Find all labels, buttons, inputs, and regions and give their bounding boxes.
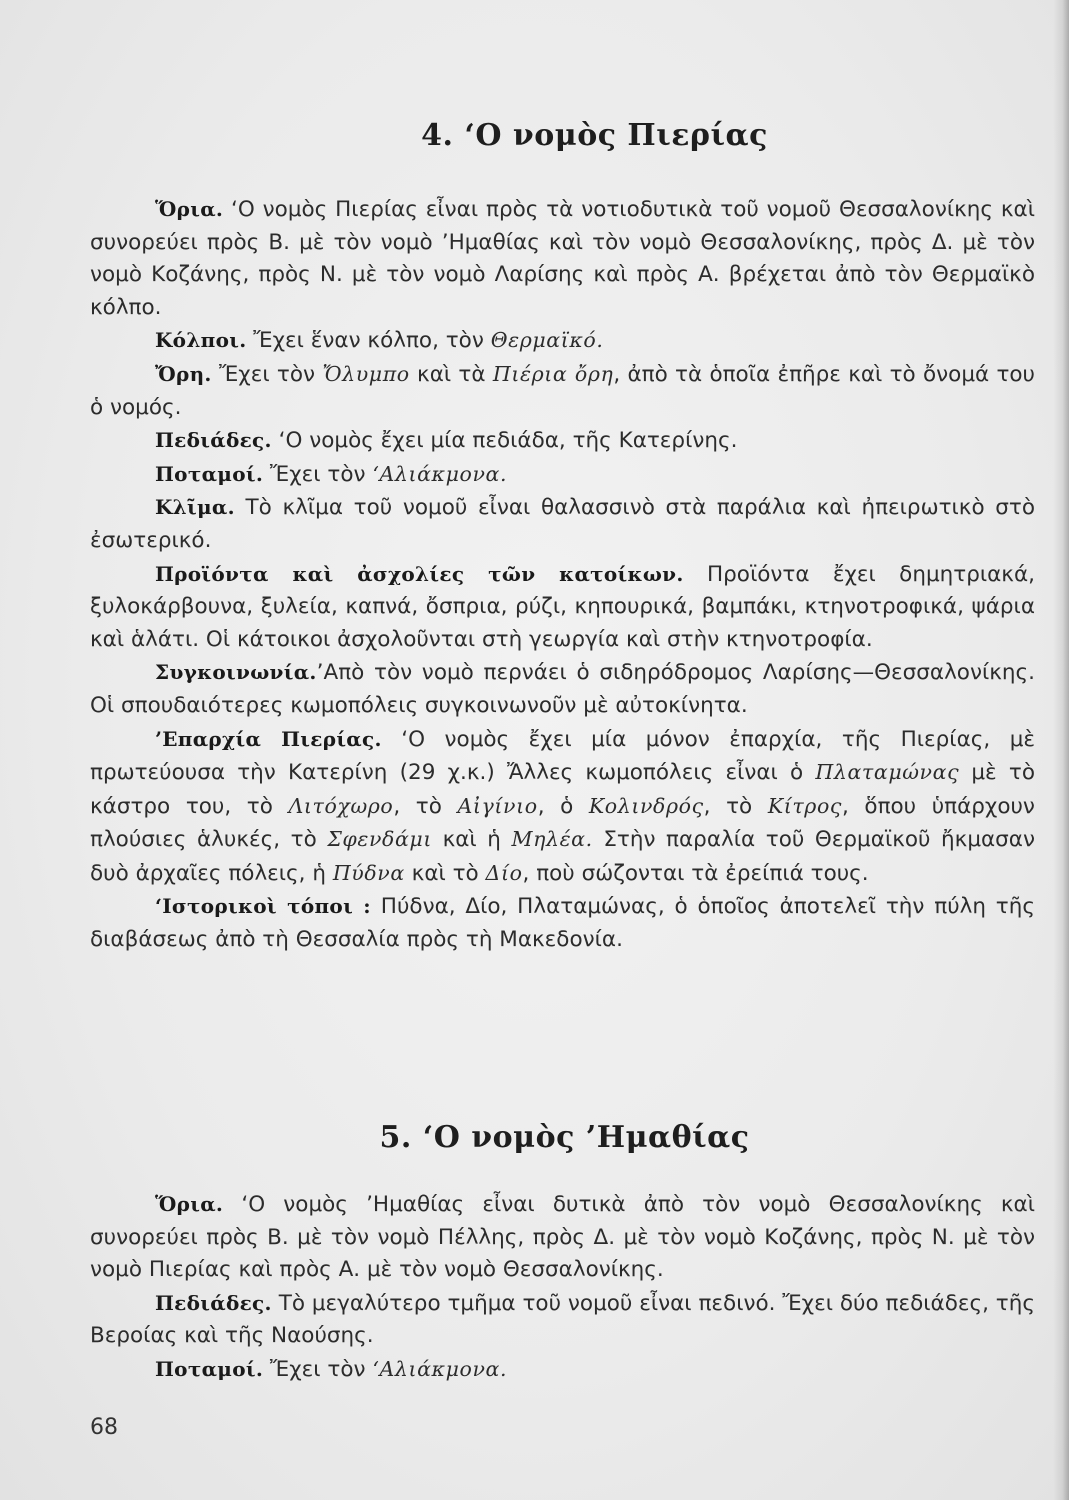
name-kolindros: Κολινδρός [588,793,704,818]
label-proionta: Προϊόντα καὶ ἀσχολίες τῶν κατοίκων. [155,561,684,586]
label-eparxia: ’Επαρχία Πιερίας. [155,726,382,751]
text-eparxia-b: μὲ τὸ κάστρο του, τὸ [90,760,1035,819]
text-eparxia-d: , ὁ [537,793,589,819]
name-litochoro: Λιτόχωρο [288,793,394,818]
paragraph-istorikoi [90,890,1035,956]
text-eparxia-f: , ὅπου ὑπάρχουν πλούσιες ἁλυκές, τὸ [90,793,1035,853]
text-eparxia-h: Στὴν παραλία τοῦ Θερμαϊκοῦ ἤκμασαν δυὸ ἀρχαῖες πόλεις, ἡ [90,827,1035,886]
paragraph-potamoi-imathia [90,1353,1035,1387]
name-kitros: Κίτρος [767,793,842,818]
text-eparxia-c: , τὸ [393,793,458,819]
label-pediades-imathia: Πεδιάδες. [155,1290,272,1315]
label-pediades: Πεδιάδες. [155,428,272,453]
name-pieria-ori: Πιέρια ὄρη [492,361,614,386]
paragraph-potamoi [90,458,1035,492]
name-milea: Μηλέα. [511,827,593,852]
paragraph-klima [90,491,1035,557]
name-pydna: Πύδνα [332,860,405,885]
name-platamonas: Πλαταμώνας [815,760,960,785]
paragraph-oria [90,193,1035,324]
label-klima: Κλῖμα. [155,495,235,520]
section-body-imathia [90,1188,1035,1387]
paragraph-kolpoi [90,324,1035,358]
text-oria-imathia: ‘Ο νομὸς ’Ημαθίας εἶναι δυτικὰ ἀπὸ τὸν νομὸ Θεσσαλονίκης καὶ συνορεύει πρὸς Β. μὲ τὸν νομὸ Πέλλης, πρὸς Δ. μὲ τὸν νομὸ Κοζάνης, πρὸς Ν. μὲ τὸν νομὸ Πιερίας καὶ πρὸς Α. μὲ τὸν νομὸ Θεσσαλονίκης. [90,1192,1035,1283]
text-eparxia-g: καὶ ἡ [432,827,512,853]
text-potamoi-imathia: Ἔχει τὸν [263,1356,373,1382]
section-heading-pieria: 4. ‘Ο νομὸς Πιερίας [421,118,768,153]
page-edge-shadow [1053,0,1069,1500]
paragraph-pediades-imathia [90,1287,1035,1353]
text-ori-a: Ἔχει τὸν [211,361,323,387]
name-aliakmonas: ‘Αλιάκμονα. [372,461,508,486]
label-kolpoi: Κόλποι. [155,328,247,353]
text-ori-c: , ἀπὸ τὰ ὁποῖα ἐπῆρε καὶ τὸ ὄνομά του ὁ νομός. [90,361,1035,420]
label-oria-imathia: Ὅρια. [155,1192,224,1216]
label-oria: Ὅρια. [155,197,224,221]
text-ori-b: καὶ τὰ [409,361,493,387]
name-olympos: Ὄλυμπο [322,361,410,386]
text-pediades-imathia: Τὸ μεγαλύτερο τμῆμα τοῦ νομοῦ εἶναι πεδινό. Ἔχει δύο πεδιάδες, τῆς Βεροίας καὶ τῆς Ναούσης. [90,1290,1035,1349]
paragraph-eparxia [90,723,1035,891]
text-eparxia-i: καὶ τὸ [404,860,486,886]
text-potamoi: Ἔχει τὸν [263,461,373,487]
label-potamoi: Ποταμοί. [155,461,264,486]
text-istorikoi: Πύδνα, Δίο, Πλαταμώνας, ὁ ὁποῖος ἀποτελεῖ τὴν πύλη τῆς διαβάσεως ἀπὸ τὴ Θεσσαλία πρὸς τὴ Μακεδονία. [90,894,1035,953]
label-sygkoinonia: Συγκοινωνία. [155,660,317,685]
text-pediades: ‘Ο νομὸς ἔχει μία πεδιάδα, τῆς Κατερίνης. [271,428,738,454]
text-oria: ‘Ο νομὸς Πιερίας εἶναι πρὸς τὰ νοτιοδυτικὰ τοῦ νομοῦ Θεσσαλονίκης καὶ συνορεύει πρὸς Β. μὲ τὸν νομὸ ’Ημαθίας καὶ τὸν νομὸ Θεσσαλονίκης, πρὸς Δ. μὲ τὸν νομὸ Κοζάνης, πρὸς Ν. μὲ τὸν νομὸ Λαρίσης καὶ πρὸς Α. βρέχεται ἀπὸ τὸν Θερμαϊκὸ κόλπο. [90,197,1035,320]
text-sygkoinonia: ’Απὸ τὸν νομὸ περνάει ὁ σιδηρόδρομος Λαρίσης—Θεσσαλονίκης. Οἱ σπουδαιότερες κωμοπόλεις συγκοινωνοῦν μὲ αὐτοκίνητα. [90,660,1035,718]
name-sfendami: Σφενδάμι [327,827,432,852]
text-kolpoi: Ἔχει ἕναν κόλπο, τὸν [246,328,491,354]
label-potamoi-imathia: Ποταμοί. [155,1356,264,1381]
page-number: 68 [90,1415,118,1440]
text-klima: Τὸ κλῖμα τοῦ νομοῦ εἶναι θαλασσινὸ στὰ παράλια καὶ ἠπειρωτικὸ στὸ ἐσωτερικό. [90,495,1035,553]
name-dio: Δίο [485,860,523,885]
section-heading-imathia: 5. ‘Ο νομὸς ’Ημαθίας [379,1120,750,1155]
text-eparxia-j: , ποὺ σώζονται τὰ ἐρείπιά τους. [522,860,869,886]
paragraph-ori [90,358,1035,424]
label-istorikoi: ‘Ιστορικοὶ τόποι : [155,894,371,919]
paragraph-oria-imathia [90,1188,1035,1287]
name-thermaikos: Θερμαϊκό. [490,328,604,353]
text-proionta: Προϊόντα ἔχει δημητριακά, ξυλοκάρβουνα, ξυλεία, καπνά, ὄσπρια, ρύζι, κηπουρικά, βαμπάκι, κτηνοτροφικά, ψάρια καὶ ἁλάτι. Οἱ κάτοικοι ἀσχολοῦνται στὴ γεωργία καὶ στὴν κτηνοτροφία. [90,561,1035,652]
paragraph-pediades [90,424,1035,458]
paragraph-sygkoinonia [90,656,1035,722]
label-ori: Ὄρη. [155,361,212,386]
name-aiginio: Αἰγίνιο [457,793,538,818]
text-eparxia-a: ‘Ο νομὸς ἔχει μία μόνον ἐπαρχία, τῆς Πιερίας, μὲ πρωτεύουσα τὴν Κατερίνη (29 χ.κ.) Ἄλλες κωμοπόλεις εἶναι ὁ [90,726,1036,786]
section-body-pieria [90,193,1035,957]
paragraph-proionta [90,558,1035,657]
text-eparxia-e: , τὸ [703,793,768,819]
name-aliakmonas-imathia: ‘Αλιάκμονα. [372,1356,508,1381]
